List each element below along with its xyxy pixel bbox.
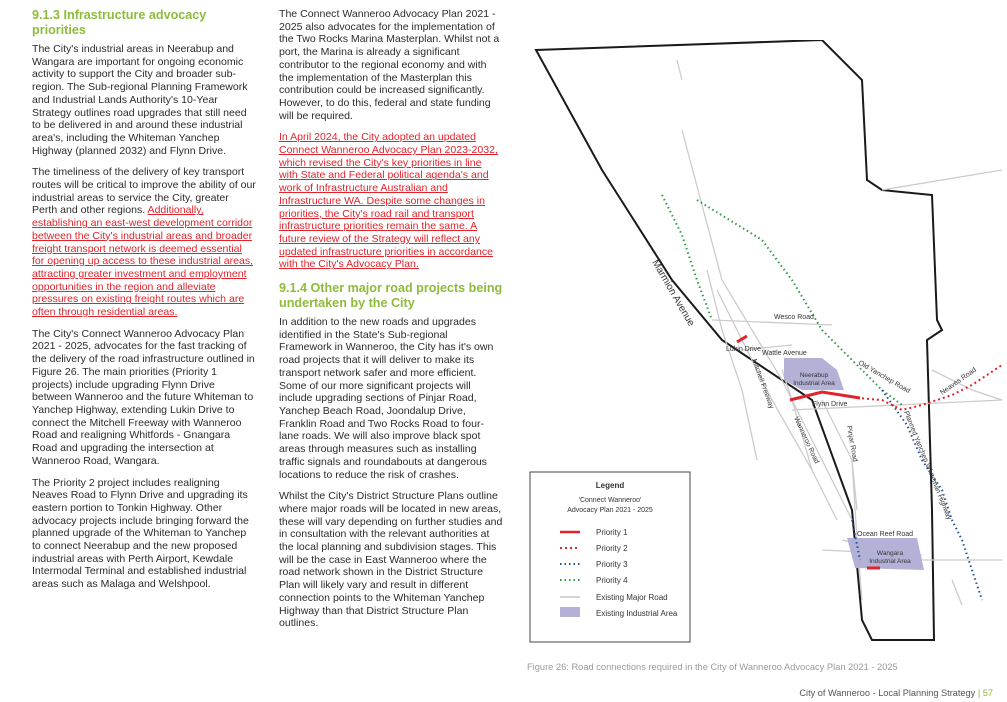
paragraph: The City's Connect Wanneroo Advocacy Plan 2021 - 2025, advocates for the fast tracking of the delivery of the road infrastructure outlined in Figure 26. The main priorities (Priority 1 projects) include upgrading Flynn Drive between Wanneroo and the future Whiteman to Yanchep Highway, extending Lukin Drive to connect the Mitchell Freeway with Wanneroo Road and realigning Whitfords - Gnangara Road and upgrading the intersection at Wanneroo Road, Wangara. (32, 327, 255, 467)
map-legend (530, 472, 690, 642)
paragraph (32, 166, 256, 318)
figure-caption: Figure 26: Road connections required in the City of Wanneroo Advocacy Plan 2021 - 2025 (527, 662, 898, 672)
paragraph: The City's industrial areas in Neerabup and Wangara are important for ongoing economic activity to support the City and broader sub-region. The Sub-regional Planning Framework and Industrial Lands Authority's 10-Year Strategy outlines road upgrades that still need to be delivered in and around these industrial area's, including the Whiteman Yanchep Highway (planned 2032) and Flynn Drive. (32, 43, 248, 157)
legend-label: Priority 4 (596, 576, 628, 585)
neaves-road-label: Neaves Road (939, 366, 978, 397)
neerabup-label: Neerabup (799, 372, 829, 379)
legend-label: Priority 1 (596, 528, 628, 537)
amended-paragraph: In April 2024, the City adopted an updated Connect Wanneroo Advocacy Plan 2023-2032, which revised the City's key priorities in line with State and Federal political agenda's and work of Infrastructure Australian and Infrastructure WA. Despite some changes in priorities, the City's road rail and transport infrastructure priorities remain the same. A future review of the Strategy will reflect any updated infrastructure priorities in accordance with the City's Advocacy Plan. (279, 131, 498, 271)
wangara-label: Wangara (876, 550, 904, 557)
old-yanchep-road-label: Old Yanchep Road (857, 359, 912, 395)
middle-column (279, 8, 503, 639)
whiteman-highway-label: Planned Yanchep Whiteman Highway (902, 410, 953, 522)
wangara-label-2: Industrial Area (869, 558, 911, 565)
left-column (32, 8, 256, 600)
legend-swatch-industrial-area (560, 607, 580, 617)
existing-major-roads (677, 60, 1002, 605)
section-heading-9-1-4: 9.1.4 Other major road projects being undertaken by the City (279, 281, 503, 310)
wesco-road-label: Wesco Road (774, 314, 814, 321)
pinjar-road-label: Pinjar Road (845, 425, 859, 463)
legend-label: Priority 2 (596, 544, 628, 553)
footer-separator: | (977, 688, 981, 698)
flynn-drive-label: Flynn Drive (812, 401, 848, 408)
page-number: 57 (982, 688, 993, 698)
page-footer (799, 688, 993, 698)
legend-subtitle-2: Advocacy Plan 2021 - 2025 (567, 507, 653, 514)
amended-text: Additionally, establishing an east-west development corridor between the City's industrial areas and broader freight transport network is deemed essential for opening up access to these industrial areas, attracting greater investment and employment opportunities in the region and alleviate pressures on existing freight routes which are often through residential areas. (32, 204, 254, 319)
paragraph: The Priority 2 project includes realigning Neaves Road to Flynn Drive and upgrading its eastern portion to Tonkin Highway. Other advocacy projects include bringing forward the planned upgrade of the Whiteman to Yanchep to connect Neerabup and the new proposed industrial areas with Perth Airport, Kewdale Intermodal Terminal and established industrial areas such as Malaga and Welshpool. (32, 476, 249, 591)
legend-label: Existing Major Road (596, 593, 668, 602)
legend-subtitle: 'Connect Wanneroo' (578, 497, 642, 504)
paragraph: In addition to the new roads and upgrades identified in the State's Sub-regional Framework in Wanneroo, the City has it's own road projects that it will deliver to make its transport network safer and more efficient. Some of our more significant projects will include upgrading sections of Pinjar Road, Yanchep Beach Road, Joondalup Drive, Franklin Road and Two Rocks Road to four-lane roads. We will also improve black spot areas through measures such as installing traffic signals and roundabouts at dangerous locations to reduce the risk of crashes. (279, 316, 494, 481)
lukin-drive-label: Lukin Drive (726, 346, 762, 353)
priority-4-routes (662, 195, 902, 405)
wattle-avenue-label: Wattle Avenue (762, 350, 807, 357)
paragraph: Whilst the City's District Structure Plans outline where major roads will be located in new areas, these will vary depending on further studies and in consultation with the relevant authorities at the local planning and subdivision stages. This will be the case in East Wanneroo where the road network shown in the District Structure Plan will likely vary and result in different connection points to the Whiteman Yanchep Highway than that District Structure Plan outlines. (279, 490, 503, 630)
ocean-reef-road-label: Ocean Reef Road (857, 531, 914, 538)
footer-title: City of Wanneroo - Local Planning Strategy (799, 688, 976, 698)
marmion-avenue-label: Marmion Avenue (649, 258, 697, 329)
legend-label: Priority 3 (596, 560, 628, 569)
legend-title: Legend (595, 481, 625, 490)
wanneroo-road-label: Wanneroo Road (792, 415, 820, 465)
paragraph: The Connect Wanneroo Advocacy Plan 2021 - 2025 also advocates for the implementation of the Two Rocks Marina Masterplan. Whilst not a port, the Marina is already a significant contributor to the regional economy and with the implementation of the Masterplan this contribution could be increased significantly. However, to do this, federal and state funding will be required. (279, 8, 500, 122)
neerabup-label-2: Industrial Area (793, 380, 835, 387)
road-connections-map (522, 40, 1007, 650)
mitchell-freeway-label: Mitchell Freeway (750, 358, 775, 411)
paragraph-text: The timeliness of the delivery of key transport routes will be critical to improve the ability of our industrial areas to service the City, greater Perth and other regions. (32, 166, 256, 217)
section-heading-9-1-3: 9.1.3 Infrastructure advocacy priorities (32, 8, 207, 37)
legend-label: Existing Industrial Area (596, 609, 678, 618)
